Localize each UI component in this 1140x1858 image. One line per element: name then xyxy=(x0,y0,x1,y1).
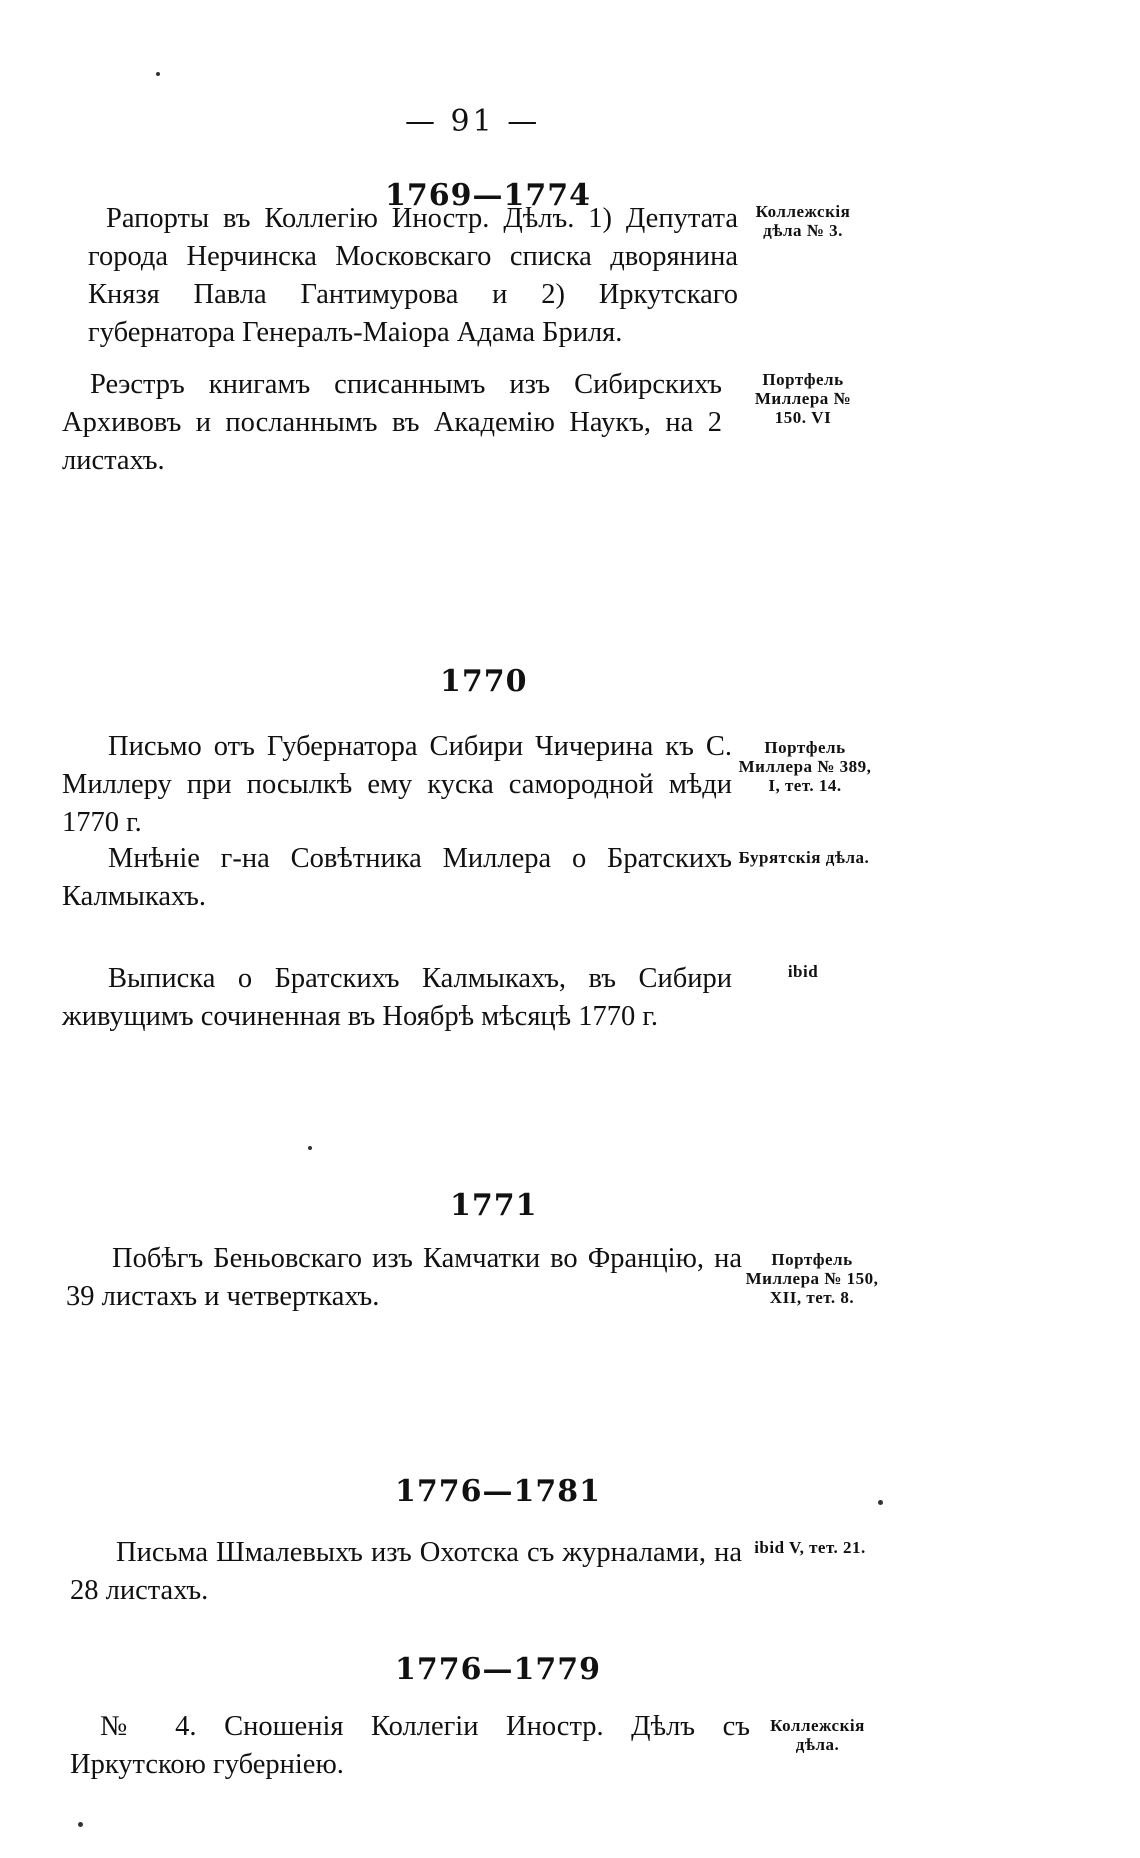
entry-reference: Портфель Миллера № 389, I, тет. 14. xyxy=(738,738,872,795)
section-year: 1771 xyxy=(450,1188,538,1223)
entry-text: Мнѣніе г-на Совѣтника Миллера о Братскихъ Калмыкахъ. xyxy=(62,843,732,912)
entry-text: Письма Шмалевыхъ изъ Охотска съ журналами, на 28 листахъ. xyxy=(70,1537,742,1606)
scan-speck xyxy=(78,1822,83,1827)
page-number: — 91 — xyxy=(405,104,541,139)
entry-text: Побѣгъ Беньовскаго изъ Камчатки во Францію, на 39 листахъ и четверткахъ. xyxy=(66,1243,742,1312)
section-year: 1776—1779 xyxy=(395,1652,601,1687)
entry-reference: Коллежскія дѣла № 3. xyxy=(755,202,851,240)
entry-text: Выписка о Братскихъ Калмыкахъ, въ Сибири живущимъ сочиненная въ Ноябрѣ мѣсяцѣ 1770 г. xyxy=(62,963,732,1032)
entry-reference: ibid V, тет. 21. xyxy=(754,1538,866,1557)
entry-reference: Бурятскія дѣла. xyxy=(738,848,870,867)
scan-speck xyxy=(878,1500,883,1505)
entry-text: Рапорты въ Коллегію Иностр. Дѣлъ. 1) Депутата города Нерчинска Московскаго списка дворянина Князя Павла Гантимурова и 2) Иркутскаго губернатора Генералъ-Маіора Адама Бриля. xyxy=(88,203,738,348)
entry-reference: Портфель Миллера № 150. VI xyxy=(754,370,852,427)
entry-text: Реэстръ книгамъ списаннымъ изъ Сибирскихъ Архивовъ и посланнымъ въ Академію Наукъ, на 2 листахъ. xyxy=(62,369,722,476)
section-year: 1770 xyxy=(440,664,528,699)
entry-text: Письмо отъ Губернатора Сибири Чичерина къ С. Миллеру при посылкѣ ему куска самородной мѣди 1770 г. xyxy=(62,731,732,838)
entry-reference: ibid xyxy=(787,962,819,981)
entry-reference: Портфель Миллера № 150, XII, тет. 8. xyxy=(745,1250,879,1307)
section-year: 1769—1774 xyxy=(385,178,591,213)
entry-reference: Коллежскія дѣла. xyxy=(770,1716,865,1754)
entry-text: № 4. Сношенія Коллегіи Иностр. Дѣлъ съ Иркутскою губерніею. xyxy=(70,1711,750,1780)
scan-speck xyxy=(156,72,160,76)
scan-speck xyxy=(308,1146,312,1150)
section-year: 1776—1781 xyxy=(395,1474,601,1509)
